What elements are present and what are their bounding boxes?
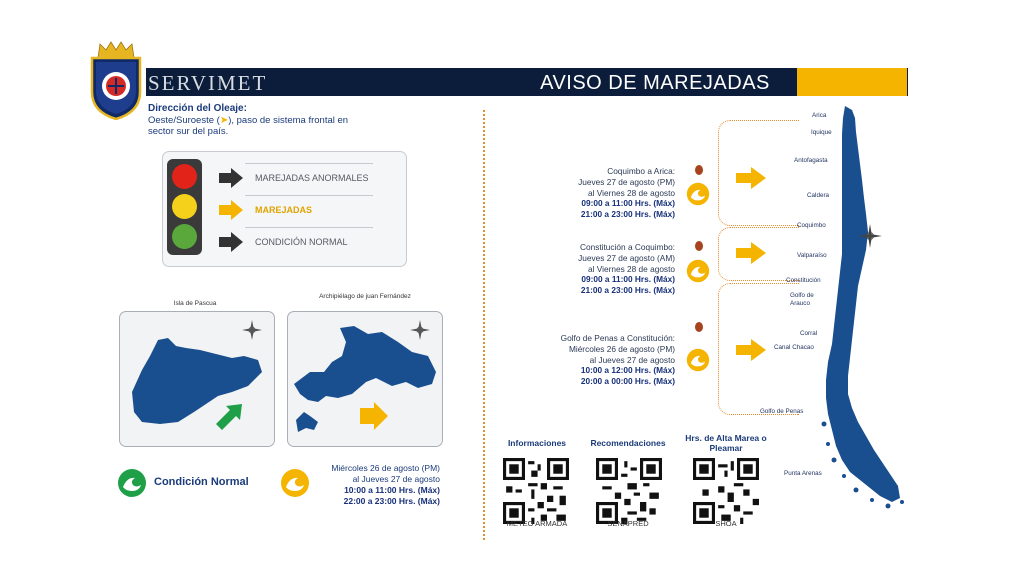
region-time: 09:00 a 11:00 Hrs. (Máx)	[581, 198, 675, 209]
region-date: Jueves 27 de agosto (AM)	[578, 252, 675, 263]
map-city-label: Coquimbo	[797, 222, 826, 229]
qr-title: Hrs. de Alta Marea o Pleamar	[685, 433, 767, 453]
region-marker-dot	[695, 322, 703, 332]
islands-warning-time: 22:00 a 23:00 Hrs. (Máx)	[343, 496, 440, 506]
wave-direction-text-end: ), paso de sistema frontal en sector sur del país.	[148, 115, 349, 137]
region-time: 21:00 a 23:00 Hrs. (Máx)	[580, 209, 675, 220]
region-constitucion-coquimbo	[505, 242, 675, 296]
legend-divider	[245, 227, 373, 228]
wave-yellow-icon	[686, 348, 710, 372]
region-title: Constitución a Coquimbo:	[579, 242, 675, 252]
map-city-label: Canal Chacao	[774, 344, 814, 351]
region-marker-dot	[695, 241, 703, 251]
wave-direction-title: Dirección del Oleaje:	[148, 103, 247, 114]
region-time: 20:00 a 00:00 Hrs. (Máx)	[580, 376, 675, 387]
island-label-pascua: Isla de Pascua	[173, 300, 217, 307]
dark-arrow-icon	[218, 167, 244, 189]
island-panel-juan-fernandez	[287, 311, 443, 447]
islands-warning-text	[296, 463, 440, 507]
map-city-label: Antofagasta	[794, 157, 828, 164]
wave-yellow-icon	[686, 259, 710, 283]
traffic-light-icon	[167, 159, 202, 255]
island-panel-pascua	[119, 311, 275, 447]
legend-divider	[245, 163, 373, 164]
qr-title: Informaciones	[507, 438, 567, 448]
legend-label: MAREJADAS	[255, 205, 313, 215]
map-city-label: Caldera	[807, 192, 830, 199]
region-penas-constitucion	[505, 333, 675, 387]
region-time: 21:00 a 23:00 Hrs. (Máx)	[580, 285, 675, 296]
qr-caption: SENAPRED	[607, 519, 649, 528]
islands-warning-time: 10:00 a 11:00 Hrs. (Máx)	[344, 485, 440, 495]
legend-item-swell	[218, 197, 312, 223]
legend-label: MAREJADAS ANORMALES	[255, 173, 369, 183]
legend-item-normal	[218, 229, 348, 255]
region-date: Miércoles 26 de agosto (PM)	[568, 343, 675, 354]
map-city-label: Arica	[812, 112, 827, 119]
map-city-label: Golfo de Arauco	[790, 292, 814, 307]
direction-arrow-icon: ➤	[219, 115, 229, 126]
dark-arrow-icon	[218, 231, 244, 253]
qr-caption: METEO ARMADA	[506, 519, 568, 528]
map-city-label: Constitución	[786, 277, 821, 284]
wave-direction-text	[148, 115, 368, 137]
qr-code-meteo-armada[interactable]	[503, 458, 569, 524]
yellow-arrow-icon	[735, 166, 767, 190]
yellow-arrow-icon	[218, 199, 244, 221]
legend-divider	[245, 195, 373, 196]
compass-rose-icon	[410, 320, 430, 340]
yellow-arrow-icon	[735, 241, 767, 265]
region-time: 10:00 a 12:00 Hrs. (Máx)	[580, 365, 675, 376]
qr-title: Recomendaciones	[590, 438, 666, 448]
qr-code-shoa[interactable]	[693, 458, 759, 524]
qr-caption: SHOA	[715, 519, 737, 528]
wave-direction-text-start: Oeste/Suroeste (	[148, 115, 220, 126]
legend-item-abnormal	[218, 165, 369, 191]
yellow-light	[172, 194, 197, 219]
header-accent	[797, 68, 907, 96]
legend-label: CONDICIÓN NORMAL	[255, 237, 348, 247]
region-coquimbo-arica	[505, 166, 675, 220]
easter-island-map	[120, 312, 274, 446]
region-date: Jueves 27 de agosto (PM)	[578, 176, 675, 187]
islands-warning-line: al Jueves 27 de agosto	[352, 474, 440, 484]
islands-warning-line: Miércoles 26 de agosto (PM)	[331, 463, 440, 473]
wave-green-icon	[117, 468, 147, 498]
region-title: Golfo de Penas a Constitución:	[560, 333, 675, 343]
navy-emblem-logo	[86, 40, 146, 120]
region-date: al Viernes 28 de agosto	[587, 263, 675, 274]
island-label-juan-fernandez: Archipiélago de juan Fernández	[319, 293, 411, 300]
map-city-label: Golfo de Penas	[760, 408, 804, 415]
red-light	[172, 164, 197, 189]
brand-name: SERVIMET	[148, 71, 268, 95]
dotted-divider	[483, 110, 485, 540]
compass-rose-icon	[242, 320, 262, 340]
region-time: 09:00 a 11:00 Hrs. (Máx)	[581, 274, 675, 285]
page-title: AVISO DE MAREJADAS	[540, 72, 770, 94]
region-date: al Viernes 28 de agosto	[587, 187, 675, 198]
map-city-label: Corral	[800, 330, 818, 337]
map-city-label: Iquique	[811, 129, 832, 136]
chile-map	[810, 104, 910, 510]
region-marker-dot	[695, 165, 703, 175]
qr-code-senapred[interactable]	[596, 458, 662, 524]
region-title: Coquimbo a Arica:	[607, 166, 675, 176]
region-date: al Jueves 27 de agosto	[589, 354, 675, 365]
wave-yellow-icon	[686, 182, 710, 206]
map-city-label: Punta Arenas	[784, 470, 822, 477]
juan-fernandez-map	[288, 312, 442, 446]
condition-normal-label: Condición Normal	[154, 476, 249, 488]
yellow-arrow-icon	[735, 338, 767, 362]
green-light	[172, 224, 197, 249]
map-city-label: Valparaíso	[797, 252, 827, 259]
